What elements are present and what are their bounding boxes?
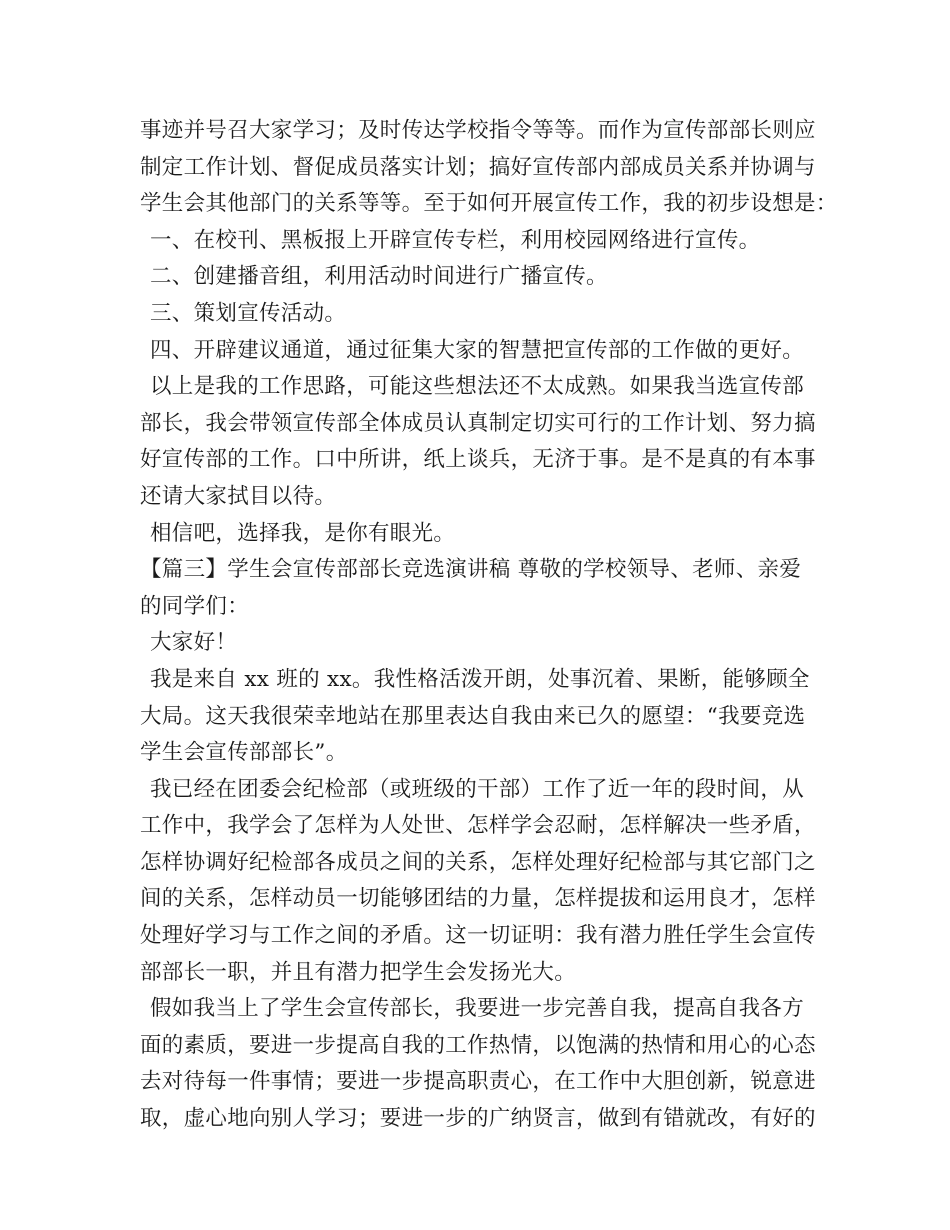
- paragraph-p1: [140, 113, 838, 223]
- text-line: 还请大家拭目以待。: [140, 483, 337, 509]
- text-line: 处理好学习与工作之间的矛盾。这一切证明：我有潜力胜任学生会宣传: [140, 923, 816, 949]
- text-line: 好宣传部的工作。口中所讲，纸上谈兵，无济于事。是不是真的有本事: [140, 447, 816, 473]
- text-line: 四、开辟建议通道，通过征集大家的智慧把宣传部的工作做的更好。: [150, 337, 805, 363]
- text-line: 【篇三】学生会宣传部部长竞选演讲稿 尊敬的学校领导、老师、亲爱: [140, 557, 802, 583]
- text-line: 学生会其他部门的关系等等。至于如何开展宣传工作，我的初步设想是：: [140, 191, 838, 217]
- paragraph-p2: [140, 223, 830, 260]
- paragraph-p10: [140, 662, 830, 772]
- text-line: 事迹并号召大家学习；及时传达学校指令等等。而作为宣传部部长则应: [140, 118, 816, 143]
- paragraph-p9: [140, 625, 830, 662]
- paragraph-p3: [140, 259, 830, 296]
- text-line: 大家好！: [150, 630, 238, 656]
- text-line: 间的关系，怎样动员一切能够团结的力量，怎样提拔和运用良才，怎样: [140, 886, 816, 912]
- text-line: 三、策划宣传活动。: [150, 300, 347, 326]
- text-line: 二、创建播音组，利用活动时间进行广播宣传。: [150, 264, 608, 290]
- text-line: 面的素质，要进一步提高自我的工作热情，以饱满的热情和用心的心态: [140, 1032, 816, 1058]
- paragraph-p6: [140, 369, 830, 515]
- text-line: 去对待每一件事情；要进一步提高职责心，在工作中大胆创新，锐意进: [140, 1069, 816, 1095]
- text-line: 假如我当上了学生会宣传部长，我要进一步完善自我，提高自我各方: [150, 996, 805, 1022]
- text-line: 一、在校刊、黑板报上开辟宣传专栏，利用校园网络进行宣传。: [150, 227, 761, 253]
- paragraph-p11: [140, 772, 830, 992]
- text-line: 学生会宣传部部长”。: [140, 740, 348, 766]
- paragraph-p12: [140, 991, 830, 1137]
- text-line: 我是来自 xx 班的 xx。我性格活泼开朗，处事沉着、果断，能够顾全: [150, 666, 810, 692]
- text-line: 部长，我会带领宣传部全体成员认真制定切实可行的工作计划、努力搞: [140, 410, 816, 436]
- text-line: 制定工作计划、督促成员落实计划；搞好宣传部内部成员关系并协调与: [140, 154, 816, 180]
- text-line: 大局。这天我很荣幸地站在那里表达自我由来已久的愿望：“我要竞选: [140, 703, 806, 729]
- text-line: 以上是我的工作思路，可能这些想法还不太成熟。如果我当选宣传部: [150, 374, 805, 400]
- text-line: 的同学们：: [140, 593, 250, 619]
- paragraph-p7: [140, 516, 830, 553]
- paragraph-p5: [140, 333, 830, 370]
- document-body: [140, 113, 838, 1138]
- paragraph-p8: [140, 552, 830, 625]
- text-line: 工作中，我学会了怎样为人处世、怎样学会忍耐，怎样解决一些矛盾，: [140, 813, 816, 839]
- text-line: 相信吧，选择我，是你有眼光。: [150, 520, 456, 546]
- text-line: 部部长一职，并且有潜力把学生会发扬光大。: [140, 959, 577, 985]
- text-line: 取，虚心地向别人学习；要进一步的广纳贤言，做到有错就改，有好的: [140, 1106, 816, 1132]
- paragraph-p4: [140, 296, 830, 333]
- text-line: 怎样协调好纪检部各成员之间的关系，怎样处理好纪检部与其它部门之: [140, 849, 816, 875]
- text-line: 我已经在团委会纪检部（或班级的干部）工作了近一年的段时间，从: [150, 776, 805, 802]
